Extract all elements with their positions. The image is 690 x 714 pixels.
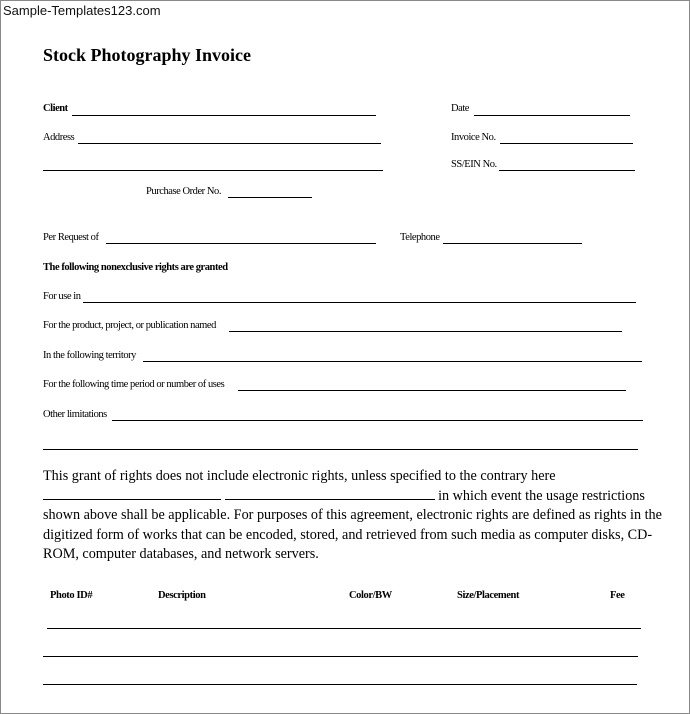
purchase-order-field[interactable] <box>228 197 312 198</box>
invoice-no-label: Invoice No. <box>451 132 496 143</box>
other-limitations-label: Other limitations <box>43 409 107 420</box>
date-label: Date <box>451 103 470 114</box>
address-label: Address <box>43 132 75 143</box>
per-request-of-field[interactable] <box>106 243 376 244</box>
watermark: Sample-Templates123.com <box>3 3 161 18</box>
ss-ein-label: SS/EIN No. <box>451 159 497 170</box>
territory-label: In the following territory <box>43 350 136 361</box>
time-period-field[interactable] <box>238 390 626 391</box>
page-title: Stock Photography Invoice <box>43 45 252 65</box>
table-header-fee: Fee <box>610 590 625 601</box>
table-header-photo-id: Photo ID# <box>50 590 93 601</box>
grant-blank-1[interactable] <box>43 487 221 500</box>
grant-text-part-1: This grant of rights does not include electronic rights, unless specified to the contrary here <box>43 468 556 484</box>
for-use-in-field[interactable] <box>83 302 636 303</box>
time-period-label: For the following time period or number of uses <box>43 379 225 390</box>
other-limitations-field[interactable] <box>112 420 643 421</box>
rights-heading: The following nonexclusive rights are granted <box>43 262 228 273</box>
client-field[interactable] <box>72 115 376 116</box>
table-header-size-placement: Size/Placement <box>457 590 520 601</box>
address-field[interactable] <box>78 143 381 144</box>
product-field[interactable] <box>229 331 622 332</box>
table-row[interactable] <box>43 656 638 657</box>
table-row[interactable] <box>47 628 641 629</box>
client-label: Client <box>43 103 68 114</box>
purchase-order-label: Purchase Order No. <box>146 186 221 197</box>
product-label: For the product, project, or publication named <box>43 320 216 331</box>
telephone-label: Telephone <box>400 232 440 243</box>
other-limitations-field-line-2[interactable] <box>43 449 638 450</box>
grant-blank-2[interactable] <box>225 487 435 500</box>
ss-ein-field[interactable] <box>499 170 635 171</box>
per-request-of-label: Per Request of <box>43 232 99 243</box>
telephone-field[interactable] <box>443 243 582 244</box>
table-row[interactable] <box>43 684 637 685</box>
invoice-no-field[interactable] <box>500 143 633 144</box>
grant-text-part-2: in which event the usage restrictions shown above shall be applicable. For purposes of this agreement, electronic rights are defined as rights in the digitized form of works that can be encoded, stored, and retrieved from such media as computer disks, CD-ROM, computer databases, and network servers. <box>43 487 662 562</box>
territory-field[interactable] <box>143 361 642 362</box>
table-header-color-bw: Color/BW <box>349 590 392 601</box>
table-header-description: Description <box>158 590 206 601</box>
date-field[interactable] <box>474 115 630 116</box>
grant-paragraph <box>43 467 668 565</box>
address-field-line-2[interactable] <box>43 170 383 171</box>
for-use-in-label: For use in <box>43 291 81 302</box>
